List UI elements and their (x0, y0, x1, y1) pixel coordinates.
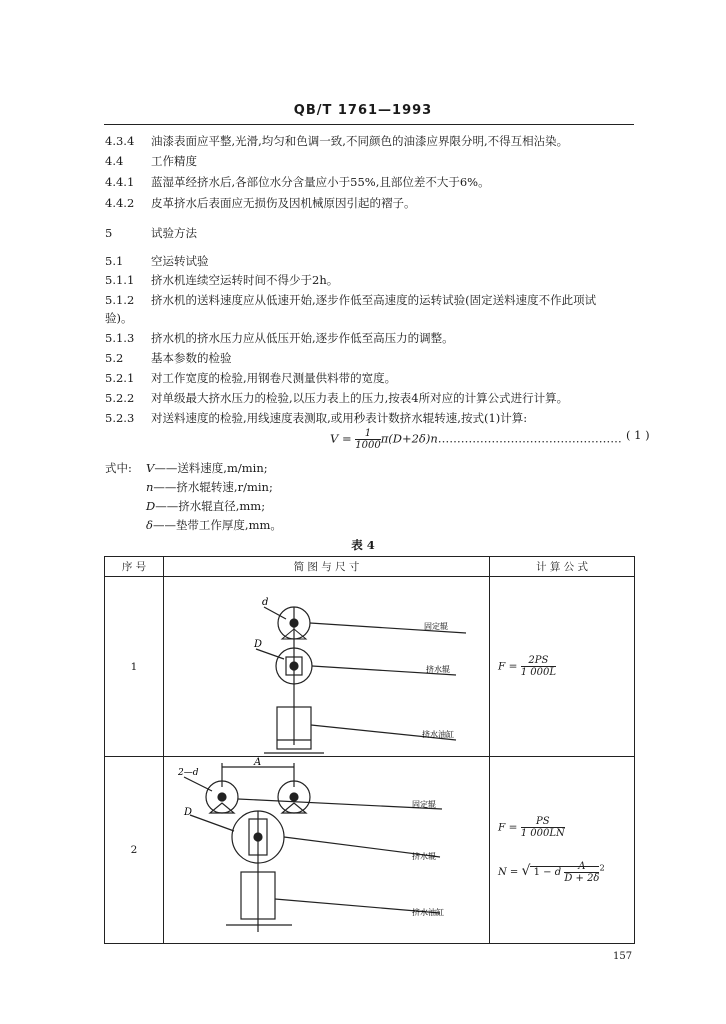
formula-1-dots: ………………………………………… (437, 431, 622, 446)
sqrt-icon: √ (521, 863, 531, 879)
d-leader-2 (184, 777, 212, 791)
row2-formula-num: PS (521, 816, 565, 828)
text-line (105, 153, 197, 169)
where-symbol: n (146, 480, 154, 494)
clause-text: 油漆表面应平整,光滑,均匀和色调一致,不同颜色的油漆应界限分明,不得互相沾染。 (151, 134, 569, 148)
where-symbol: V (146, 461, 155, 475)
row1-diagram (164, 577, 489, 756)
label-fixed-roller: 固定辊 (424, 622, 448, 631)
row2-formula2-lhs: N = (498, 867, 519, 878)
where-desc: ——垫带工作厚度,mm。 (152, 518, 282, 532)
where-item (146, 498, 265, 514)
text-line (105, 225, 197, 241)
row2-formula-den: 1 000LN (520, 828, 565, 839)
clause-number: 5.2.3 (105, 411, 135, 425)
clause-text: 验)。 (105, 311, 133, 325)
where-item (146, 517, 282, 533)
row2-formula2-pre: d (554, 867, 562, 878)
row2-formula2-fraction (564, 861, 599, 884)
table-caption: 表 4 (351, 538, 375, 552)
text-line (105, 390, 568, 406)
formula-1-den: 1000 (355, 440, 381, 451)
text-line (105, 370, 396, 386)
clause-number: 4.3.4 (105, 134, 135, 148)
clause-number: 5 (105, 226, 113, 240)
row2-seq: 2 (105, 757, 164, 944)
where-item (146, 479, 273, 495)
clause-text: 空运转试验 (151, 254, 209, 268)
row2-formula2-exp: 2 (599, 862, 605, 873)
label-D-2: D (184, 807, 193, 818)
where-intro: 式中: (105, 461, 132, 475)
clause-text: 皮革挤水后表面应无损伤及因机械原因引起的褶子。 (151, 196, 416, 210)
row1-formula-num: 2PS (521, 655, 556, 667)
fixed-left-support (210, 803, 234, 813)
page-header: QB/T 1761—1993 (293, 103, 433, 118)
label-d: d (262, 597, 269, 608)
clause-number: 4.4.2 (105, 196, 135, 210)
where-desc: ——挤水辊转速,r/min; (153, 480, 273, 494)
page-number: 157 (613, 951, 633, 962)
table-4 (104, 556, 635, 944)
formula-1-lhs: V = (330, 431, 352, 446)
row2-diagram-cell (164, 757, 490, 944)
fixed-right-support (282, 803, 306, 813)
label-oil-cylinder: 挤水油缸 (422, 730, 454, 739)
fixed-roller-right-center (290, 793, 298, 801)
fixed-roller-left-center (218, 793, 226, 801)
where-desc: ——挤水辊直径,mm; (155, 499, 266, 513)
formula-1-num: 1 (355, 428, 380, 440)
clause-number: 5.2.2 (105, 391, 135, 405)
text-line (105, 330, 454, 346)
text-line (105, 272, 338, 288)
label-squeeze-roller: 挤水辊 (426, 665, 450, 674)
row2-formula2-den: D + 2δ (564, 873, 600, 884)
clause-text: 挤水机的挤水压力应从低压开始,逐步作低至高压力的调整。 (151, 331, 454, 345)
text-line (105, 174, 490, 190)
clause-text: 挤水机连续空运转时间不得少于2h。 (151, 273, 339, 287)
where-symbol: δ (146, 518, 153, 532)
row2-formula2-num: A (564, 861, 599, 873)
label-squeeze-roller-2: 挤水辊 (412, 852, 436, 861)
text-line (105, 410, 527, 426)
row2-formula-cell (490, 757, 635, 944)
text-line (105, 310, 133, 326)
row1-formula-den: 1 000L (520, 667, 557, 678)
clause-text: 对工作宽度的检验,用钢卷尺测量供料带的宽度。 (151, 371, 397, 385)
D-leader-2 (190, 815, 234, 831)
th-diagram: 简 图 与 尺 寸 (164, 557, 490, 577)
text-line (105, 253, 209, 269)
clause-number: 4.4 (105, 154, 124, 168)
text-line (105, 350, 232, 366)
clause-text: 挤水机的送料速度应从低速开始,逐步作低至高速度的运转试验(固定送料速度不作此项试 (151, 293, 597, 307)
clause-number: 5.1.3 (105, 331, 135, 345)
where-symbol: D (146, 499, 156, 513)
row1-formula-fraction (521, 655, 556, 678)
row2-formula-fraction (521, 816, 565, 839)
label-D: D (254, 639, 263, 650)
clause-text: 对单级最大挤水压力的检验,以压力表上的压力,按表4所对应的计算公式进行计算。 (151, 391, 569, 405)
th-formula: 计 算 公 式 (490, 557, 635, 577)
text-line (105, 195, 416, 211)
clause-text: 蓝湿革经挤水后,各部位水分含量应小于55%,且部位差不大于6%。 (151, 175, 490, 189)
formula-1-fraction (355, 428, 380, 451)
clause-text: 试验方法 (151, 226, 197, 240)
table-row (105, 757, 635, 944)
formula-1-rhs: π(D+2δ)n (380, 431, 438, 446)
label-2d: 2—d (178, 768, 199, 778)
where-desc: ——送料速度,m/min; (154, 461, 268, 475)
row1-diagram-cell (164, 577, 490, 757)
formula-1 (330, 428, 650, 451)
row2-diagram (164, 757, 489, 943)
clause-number: 5.2 (105, 351, 124, 365)
label-A: A (254, 757, 262, 768)
row2-formula-lhs: F = (498, 821, 518, 834)
clause-text: 基本参数的检验 (151, 351, 232, 365)
row1-formula-lhs: F = (498, 660, 518, 673)
label-oil-cylinder-2: 挤水油缸 (412, 908, 444, 917)
row1-seq: 1 (105, 577, 164, 757)
table-row (105, 577, 635, 757)
d-leader (264, 607, 286, 619)
clause-number: 5.1 (105, 254, 124, 268)
formula-1-tag: ( 1 ) (626, 428, 650, 442)
clause-text: 工作精度 (151, 154, 197, 168)
text-line (105, 292, 596, 308)
header-rule (104, 124, 634, 125)
th-seq: 序 号 (105, 557, 164, 577)
text-line (105, 133, 568, 149)
label-fixed-roller-2: 固定辊 (412, 800, 436, 809)
row2-formula2-body: 1 − (533, 867, 552, 878)
clause-number: 5.1.2 (105, 293, 135, 307)
clause-number: 4.4.1 (105, 175, 135, 189)
clause-number: 5.2.1 (105, 371, 135, 385)
clause-number: 5.1.1 (105, 273, 135, 287)
where-item (146, 460, 268, 476)
row1-formula-cell (490, 577, 635, 757)
clause-text: 对送料速度的检验,用线速度表测取,或用秒表计数挤水辊转速,按式(1)计算: (151, 411, 528, 425)
